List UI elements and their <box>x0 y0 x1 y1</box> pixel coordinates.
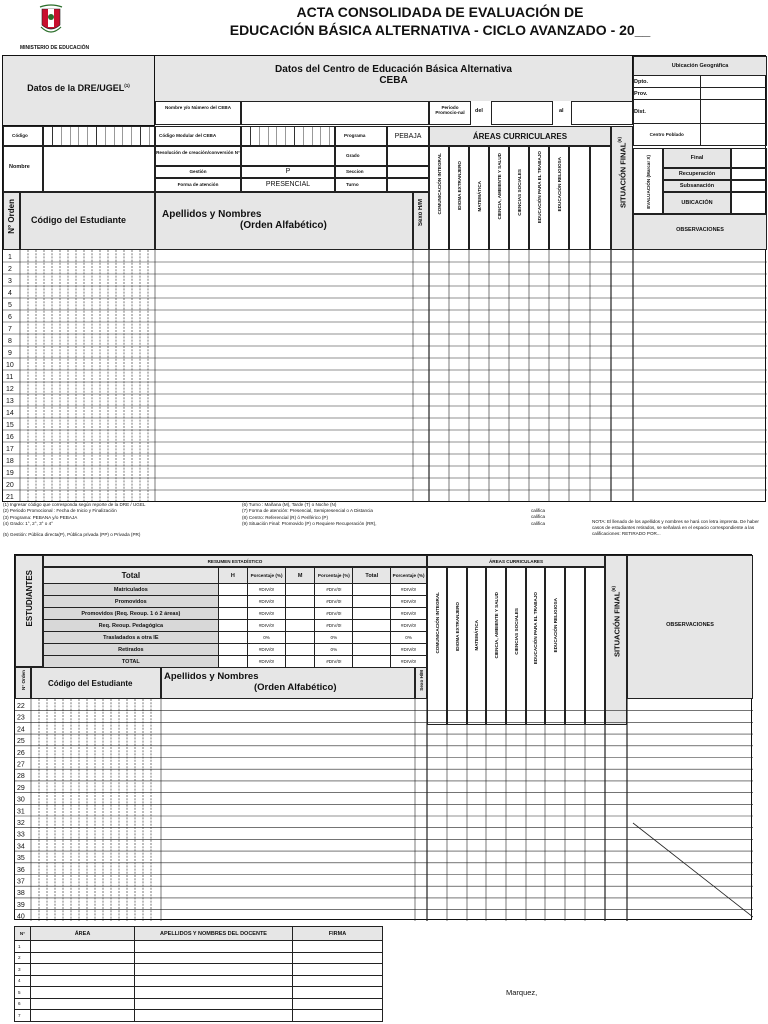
apellidos-header-2 <box>161 667 415 699</box>
footnote: (2) Periodo Promocional : Fecha de Inicio y Finalización <box>3 508 117 514</box>
resumen-cell: #DIV/0! <box>248 656 286 668</box>
area-col-idioma: IDIOMA EXTRANJERO <box>447 567 467 725</box>
svg-text:16: 16 <box>6 434 14 441</box>
nombre-ceba-field[interactable] <box>241 101 429 125</box>
docente-name-cell[interactable] <box>135 987 293 999</box>
svg-text:25: 25 <box>17 738 25 746</box>
acta-top-section <box>2 55 766 502</box>
svg-text:34: 34 <box>17 843 25 851</box>
svg-text:11: 11 <box>6 374 14 381</box>
svg-text:28: 28 <box>17 773 25 781</box>
dre-block <box>3 56 155 126</box>
prov-label: Prov. <box>634 88 701 100</box>
docente-firma-cell[interactable] <box>293 952 383 964</box>
final-field[interactable] <box>731 148 767 168</box>
resumen-cell: #DIV/0! <box>248 608 286 620</box>
forma-label: Forma de atención <box>155 178 241 192</box>
dre-label: Datos de la DRE/UGEL <box>27 83 125 93</box>
final-label: Final <box>663 148 731 168</box>
docente-firma-cell[interactable] <box>293 987 383 999</box>
resumen-cell[interactable] <box>285 596 314 608</box>
subsanacion-label: Subsanación <box>663 180 731 192</box>
resumen-row-label: Req. Reoup. Pedagógica <box>44 620 219 632</box>
area-col-trabajo: EDUCACIÓN PARA EL TRABAJO <box>529 146 549 250</box>
svg-text:17: 17 <box>6 446 14 453</box>
resolucion-label: Resolución de creación/conversión N° <box>155 146 241 166</box>
dist-label: Dist. <box>634 100 701 124</box>
resumen-total-header: Total <box>44 568 219 584</box>
resumen-cell: #DIV/0! <box>315 584 353 596</box>
grado-field[interactable] <box>387 146 429 166</box>
centro-poblado-label: Centro Poblado <box>634 124 701 146</box>
codigo-modular-label: Código Modular del CEBA <box>155 126 241 146</box>
orden-alf-label: (Orden Alfabético) <box>254 682 337 693</box>
svg-text:8: 8 <box>8 338 12 345</box>
resumen-cell: #DIV/0! <box>248 596 286 608</box>
resumen-cell[interactable] <box>353 620 391 632</box>
student-rows-2 <box>15 699 753 921</box>
resumen-cell[interactable] <box>285 632 314 644</box>
doc-title-1: ACTA CONSOLIDADA DE EVALUACIÓN DE <box>296 4 584 20</box>
docente-name-cell[interactable] <box>135 964 293 976</box>
docente-name-cell[interactable] <box>135 998 293 1010</box>
area-col-matematica: MATEMÁTICA <box>467 567 486 725</box>
ubicacion-e-label: UBICACIÓN <box>663 192 731 214</box>
svg-text:7: 7 <box>8 326 12 333</box>
resumen-cell[interactable] <box>353 584 391 596</box>
area-col-ciencia: CIENCIA, AMBIENTE Y SALUD <box>486 567 506 725</box>
docente-firma-cell[interactable] <box>293 998 383 1010</box>
docente-firma-cell[interactable] <box>293 964 383 976</box>
evaluacion-header: EVALUACIÓN (Marcar X) <box>633 148 663 214</box>
area-col-extra-2 <box>590 146 611 250</box>
nombre-ceba-label: Nombre y/o Número del CEBA <box>155 101 241 125</box>
seccion-field[interactable] <box>387 166 429 178</box>
sexo-header-2: Sexo H/M <box>415 667 427 699</box>
resumen-cell: #DIV/0! <box>391 644 427 656</box>
svg-text:36: 36 <box>17 866 25 874</box>
resumen-cell: #DIV/0! <box>315 608 353 620</box>
docente-area-cell[interactable] <box>31 1010 135 1022</box>
svg-text:31: 31 <box>17 808 25 816</box>
resumen-row-label: TOTAL <box>44 656 219 668</box>
svg-text:20: 20 <box>6 482 14 489</box>
apellidos-label: Apellidos y Nombres <box>162 209 262 220</box>
resumen-title: RESUMEN ESTADÍSTICO <box>43 555 427 567</box>
gestion-label: Gestión <box>155 166 241 178</box>
estudiantes-label: ESTUDIANTES <box>15 555 43 667</box>
resumen-cell[interactable] <box>353 644 391 656</box>
svg-text:15: 15 <box>6 422 14 429</box>
resumen-cell: 0% <box>315 632 353 644</box>
svg-text:29: 29 <box>17 784 25 792</box>
footnotes-left <box>3 502 233 538</box>
docente-firma-cell[interactable] <box>293 1010 383 1022</box>
svg-text:4: 4 <box>8 290 12 297</box>
svg-text:9: 9 <box>8 350 12 357</box>
resumen-cell[interactable] <box>218 608 247 620</box>
areas-header: ÁREAS CURRICULARES <box>429 126 611 146</box>
resumen-cell: 0% <box>391 632 427 644</box>
califica: califica <box>531 508 546 513</box>
area-col-religiosa: EDUCACIÓN RELIGIOSA <box>545 567 565 725</box>
svg-text:32: 32 <box>17 820 25 827</box>
norden-header: N° Orden <box>3 192 20 250</box>
apellidos-header <box>155 192 413 250</box>
resumen-cell: #DIV/0! <box>315 620 353 632</box>
observaciones-header-2: OBSERVACIONES <box>627 555 753 699</box>
califica: califica <box>531 520 546 526</box>
grado-label: Grado <box>335 146 387 166</box>
resumen-row-label: Promovidos (Req. Reoup. 1 ó 2 áreas) <box>44 608 219 620</box>
resumen-pct-t-header: Porcentaje (%) <box>391 568 427 584</box>
resumen-cell[interactable] <box>353 632 391 644</box>
svg-text:24: 24 <box>17 726 25 734</box>
resumen-cell[interactable] <box>353 596 391 608</box>
resumen-cell[interactable] <box>285 620 314 632</box>
resumen-cell[interactable] <box>218 596 247 608</box>
resumen-row-label: Retirados <box>44 644 219 656</box>
resumen-cell: #DIV/0! <box>391 656 427 668</box>
svg-text:39: 39 <box>17 901 25 909</box>
docentes-n-header: N° <box>15 927 31 941</box>
resumen-row-label: Promovidos <box>44 596 219 608</box>
recuperacion-label: Recuperación <box>663 168 731 180</box>
footnote: (9) Situación Final: Promovido (P) o Requiere Recuperación (RR), <box>242 521 377 527</box>
areas-header-2: ÁREAS CURRICULARES <box>427 555 605 567</box>
dpto-field[interactable] <box>700 76 767 88</box>
resumen-section <box>14 554 752 920</box>
area-col-matematica: MATEMÁTICA <box>469 146 489 250</box>
turno-label: Turno <box>335 178 387 192</box>
resumen-cell[interactable] <box>285 644 314 656</box>
codigo-estudiante-header-2: Código del Estudiante <box>31 667 161 699</box>
svg-text:37: 37 <box>17 878 25 886</box>
subsanacion-field[interactable] <box>731 180 767 192</box>
docente-row-number: 4 <box>15 975 31 987</box>
area-col-religiosa: EDUCACIÓN RELIGIOSA <box>549 146 569 250</box>
situacion-label: SITUACIÓN FINAL <box>612 591 622 658</box>
svg-text:27: 27 <box>17 761 25 769</box>
orden-alf-label: (Orden Alfabético) <box>240 220 327 231</box>
svg-text:10: 10 <box>6 362 14 369</box>
svg-text:35: 35 <box>17 855 25 863</box>
gestion-value[interactable]: P <box>241 166 335 178</box>
resumen-h-header: H <box>218 568 247 584</box>
resumen-cell[interactable] <box>218 656 247 668</box>
resumen-cell[interactable] <box>353 608 391 620</box>
area-col-extra-1 <box>569 146 590 250</box>
codigo-field[interactable] <box>43 126 155 146</box>
sexo-header: Sexo H/M <box>413 192 429 250</box>
areas-header-cols <box>429 146 611 250</box>
signature-text: Marquez, <box>506 988 538 997</box>
turno-field[interactable] <box>387 178 429 192</box>
docente-name-cell[interactable] <box>135 941 293 953</box>
footnote: (8) Centro: Referencial (R) ó Periférico (P) <box>242 514 329 520</box>
periodo-del-label: del <box>475 108 483 114</box>
seccion-label: Seccion <box>335 166 387 178</box>
footnotes-mid <box>242 502 442 528</box>
docente-row-number: 7 <box>15 1010 31 1022</box>
prov-field[interactable] <box>700 88 767 100</box>
footnote: (7) Forma de atención: Presencial, Semipresencial o A Distancia <box>242 508 373 514</box>
recuperacion-field[interactable] <box>731 168 767 180</box>
docente-name-cell[interactable] <box>135 1010 293 1022</box>
docente-row-number: 6 <box>15 998 31 1010</box>
situacion-label: SITUACIÓN FINAL <box>618 142 628 209</box>
resolucion-field[interactable] <box>241 146 335 166</box>
resumen-cell: #DIV/0! <box>248 644 286 656</box>
codigo-estudiante-header: Código del Estudiante <box>20 192 155 250</box>
area-col-comunicacion: COMUNICACIÓN INTEGRAL <box>427 567 447 725</box>
svg-text:12: 12 <box>6 386 14 393</box>
resumen-cell[interactable] <box>285 584 314 596</box>
resumen-cell: 0% <box>315 644 353 656</box>
svg-text:13: 13 <box>6 398 14 405</box>
doc-title-2: EDUCACIÓN BÁSICA ALTERNATIVA - CICLO AVANZADO - 20__ <box>229 22 651 38</box>
forma-value[interactable]: PRESENCIAL <box>241 178 335 192</box>
student-grid-1 <box>3 250 767 502</box>
resumen-cell: #DIV/0! <box>248 584 286 596</box>
docente-area-cell[interactable] <box>31 975 135 987</box>
svg-text:5: 5 <box>8 302 12 309</box>
resumen-cell: #DIV/0! <box>391 584 427 596</box>
resumen-cell: #DIV/0! <box>391 620 427 632</box>
area-col-idioma: IDIOMA EXTRANJERO <box>449 146 469 250</box>
ubicacion-e-field[interactable] <box>731 192 767 214</box>
footnote: (3) Programa: PEBANA y/o PEBAJA <box>3 514 78 520</box>
svg-text:21: 21 <box>6 494 14 501</box>
codigo-label: Código <box>3 126 43 146</box>
svg-text:14: 14 <box>6 410 14 417</box>
resumen-row-label: Matriculados <box>44 584 219 596</box>
resumen-cell[interactable] <box>353 656 391 668</box>
footnote: (4) Grado: 1°, 2°, 3° o 4° <box>3 521 53 527</box>
svg-text:23: 23 <box>17 714 25 722</box>
situacion-sup: (6) <box>610 586 616 592</box>
resumen-row-label: Trasladados a otra IE <box>44 632 219 644</box>
centro-poblado-field[interactable] <box>700 124 767 146</box>
student-rows-1 <box>3 250 767 502</box>
ministry-name: MINISTERIO DE EDUCACIÓN <box>20 45 90 51</box>
docente-row-number: 1 <box>15 941 31 953</box>
ubicacion-table <box>633 56 767 146</box>
resumen-cell[interactable] <box>285 656 314 668</box>
svg-text:18: 18 <box>6 458 14 465</box>
docente-firma-cell[interactable] <box>293 975 383 987</box>
svg-text:22: 22 <box>17 703 25 710</box>
ceba-title <box>155 56 633 101</box>
resumen-cell: #DIV/0! <box>315 656 353 668</box>
docentes-apellidos-header: APELLIDOS Y NOMBRES DEL DOCENTE <box>135 927 293 941</box>
situacion-sup: (6) <box>616 137 622 143</box>
periodo-al-field[interactable] <box>571 101 633 125</box>
docente-area-cell[interactable] <box>31 987 135 999</box>
svg-text:19: 19 <box>6 470 14 477</box>
norden-header-2: N° Orden <box>15 667 31 699</box>
resumen-cell: #DIV/0! <box>391 608 427 620</box>
apellidos-label: Apellidos y Nombres <box>164 671 259 682</box>
nombre-field[interactable] <box>43 146 155 192</box>
resumen-cell: 0% <box>248 632 286 644</box>
student-grid-2 <box>15 699 753 921</box>
programa-label: Programa <box>335 126 387 146</box>
resumen-cell[interactable] <box>218 620 247 632</box>
resumen-table <box>43 567 427 668</box>
docentes-table <box>14 926 383 1022</box>
docente-name-cell[interactable] <box>135 975 293 987</box>
docente-area-cell[interactable] <box>31 941 135 953</box>
docente-row-number: 3 <box>15 964 31 976</box>
area-col-sociales: CIENCIAS SOCIALES <box>506 567 526 725</box>
nota-text: NOTA: El llenado de los apellidos y nombres se hará con letra imprenta. De haber casos de estudiantes retirados, se señalará en el espacio correspondiente a las calificaciones: RETIRADO POR... <box>592 519 759 536</box>
ceba-title-2: CEBA <box>379 75 408 86</box>
svg-text:3: 3 <box>8 278 12 285</box>
docente-area-cell[interactable] <box>31 998 135 1010</box>
resumen-cell[interactable] <box>218 584 247 596</box>
svg-text:2: 2 <box>8 266 12 273</box>
footnotes-califica <box>531 508 545 527</box>
resumen-cell[interactable] <box>218 632 247 644</box>
periodo-al-label: al <box>559 108 564 114</box>
area-col-ciencia: CIENCIA, AMBIENTE Y SALUD <box>489 146 509 250</box>
situacion-header <box>611 126 633 250</box>
svg-text:38: 38 <box>17 890 25 898</box>
docente-area-cell[interactable] <box>31 952 135 964</box>
svg-text:6: 6 <box>8 314 12 321</box>
svg-text:40: 40 <box>17 913 25 921</box>
svg-text:30: 30 <box>17 796 25 804</box>
docente-name-cell[interactable] <box>135 952 293 964</box>
docente-row-number: 5 <box>15 987 31 999</box>
resumen-pct-h-header: Porcentaje (%) <box>248 568 286 584</box>
footnote: (1) Ingresar código que corresponda según reporte de la DRE / UGEL <box>3 502 146 507</box>
programa-value[interactable]: PEBAJA <box>387 126 429 146</box>
periodo-del-field[interactable] <box>491 101 553 125</box>
observaciones-header: OBSERVACIONES <box>633 214 767 250</box>
resumen-cell[interactable] <box>218 644 247 656</box>
area-col-comunicacion: COMUNICACIÓN INTEGRAL <box>429 146 449 250</box>
docente-row-number: 2 <box>15 952 31 964</box>
docentes-firma-header: FIRMA <box>293 927 383 941</box>
svg-text:33: 33 <box>17 831 25 839</box>
resumen-cell: #DIV/0! <box>315 596 353 608</box>
dist-field[interactable] <box>700 100 767 124</box>
ministry-logo <box>38 3 64 43</box>
area-col-sociales: CIENCIAS SOCIALES <box>509 146 529 250</box>
area-col-trabajo: EDUCACIÓN PARA EL TRABAJO <box>526 567 545 725</box>
resumen-pct-m-header: Porcentaje (%) <box>315 568 353 584</box>
dpto-label: Dpto. <box>634 76 701 88</box>
resumen-cell[interactable] <box>285 608 314 620</box>
dre-sup: (1) <box>124 83 130 88</box>
califica: califica <box>531 514 546 520</box>
resumen-cell: #DIV/0! <box>248 620 286 632</box>
resumen-t-header: Total <box>353 568 391 584</box>
svg-text:1: 1 <box>8 254 12 261</box>
docente-firma-cell[interactable] <box>293 941 383 953</box>
docente-area-cell[interactable] <box>31 964 135 976</box>
ceba-title-1: Datos del Centro de Educación Básica Alternativa <box>275 64 512 75</box>
docentes-area-header: ÁREA <box>31 927 135 941</box>
ubicacion-label: Ubicación Geográfica <box>634 57 767 76</box>
svg-text:26: 26 <box>17 749 25 757</box>
nombre-label: Nombre <box>3 146 43 192</box>
footnote: (5) Gestión: Pública directa(P), Pública privada (PP) o Privada (PR) <box>3 531 141 537</box>
periodo-label: Periodo Promocio-nal <box>429 101 471 125</box>
codigo-modular-field[interactable] <box>241 126 335 146</box>
resumen-cell: #DIV/0! <box>391 596 427 608</box>
footnote: (6) Turno : Mañana (M), Tarde (T) o Noche (N) <box>242 502 337 507</box>
resumen-m-header: M <box>285 568 314 584</box>
